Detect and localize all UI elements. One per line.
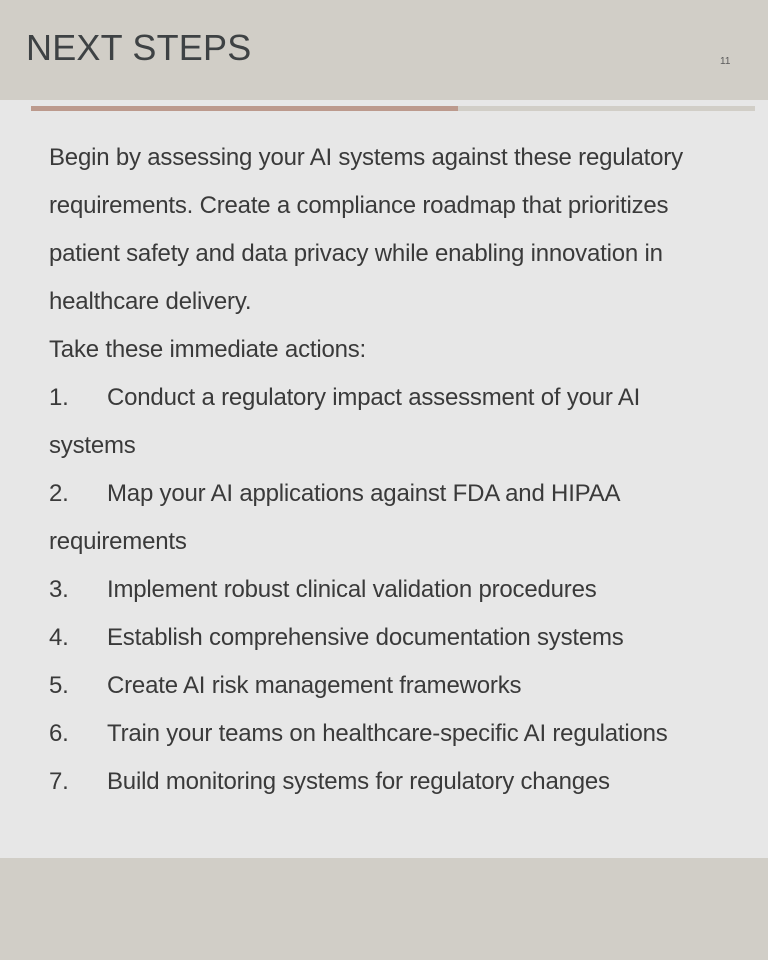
body-text xyxy=(49,134,729,806)
list-item xyxy=(49,662,729,710)
list-item-text: Train your teams on healthcare-specific AI regulations xyxy=(107,720,668,747)
list-item-text: Conduct a regulatory impact assessment of your AI systems xyxy=(49,384,641,459)
list-item xyxy=(49,614,729,662)
list-item xyxy=(49,470,729,566)
intro-paragraph: Begin by assessing your AI systems against these regulatory requirements. Create a compliance roadmap that prioritizes patient safety and data privacy while enabling innovation in healthcare delivery. xyxy=(49,144,683,315)
list-item-text: Implement robust clinical validation procedures xyxy=(107,576,597,603)
list-item-text: Establish comprehensive documentation systems xyxy=(107,624,624,651)
list-item-number: 4. xyxy=(49,624,69,651)
list-item-number: 3. xyxy=(49,576,69,603)
list-item xyxy=(49,758,729,806)
page-number: 11 xyxy=(720,56,731,67)
list-item xyxy=(49,710,729,758)
progress-bar-track xyxy=(31,106,755,111)
list-item-text: Map your AI applications against FDA and HIPAA requirements xyxy=(49,480,619,555)
list-item-number: 2. xyxy=(49,480,69,507)
progress-bar-fill xyxy=(31,106,458,111)
action-list xyxy=(49,374,729,806)
slide-title: NEXT STEPS xyxy=(26,27,252,68)
list-item-text: Build monitoring systems for regulatory changes xyxy=(107,768,610,795)
list-item-text: Create AI risk management frameworks xyxy=(107,672,522,699)
list-item xyxy=(49,566,729,614)
lead-in-text: Take these immediate actions: xyxy=(49,336,367,363)
content-area xyxy=(0,100,768,858)
list-item xyxy=(49,374,729,470)
slide-header xyxy=(0,0,768,100)
list-item-number: 5. xyxy=(49,672,69,699)
list-item-number: 1. xyxy=(49,384,69,411)
list-item-number: 7. xyxy=(49,768,69,795)
list-item-number: 6. xyxy=(49,720,69,747)
